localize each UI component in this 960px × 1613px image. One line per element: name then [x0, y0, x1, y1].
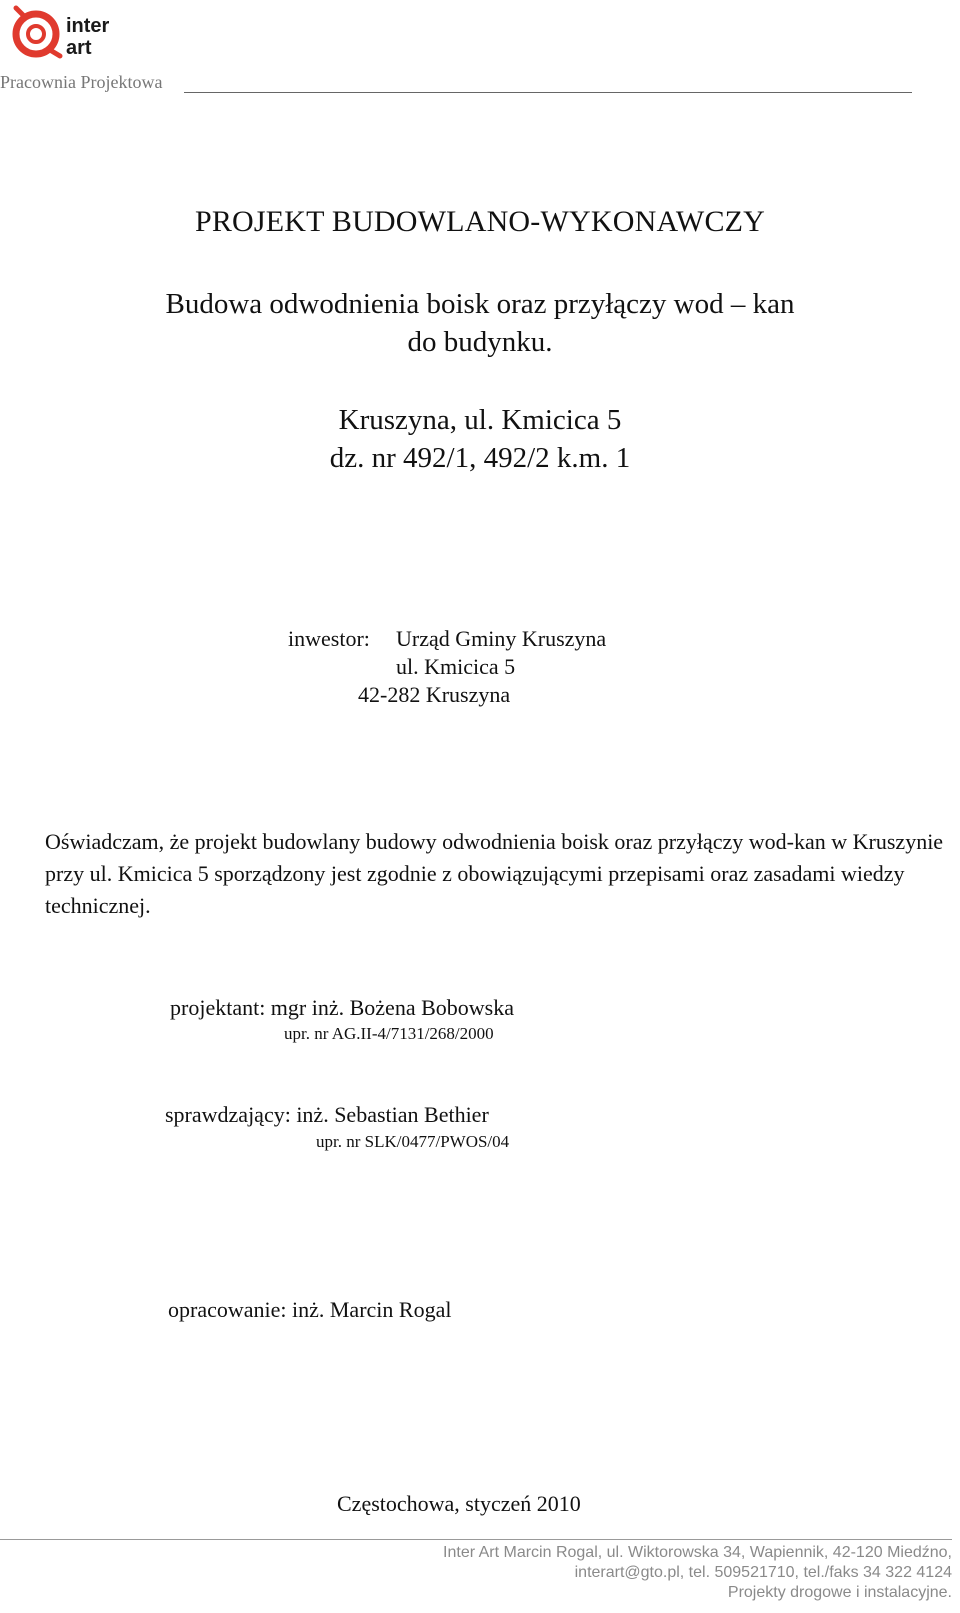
- footer-address: Inter Art Marcin Rogal, ul. Wiktorowska 34, Wapiennik, 42-120 Miedźno,: [443, 1544, 952, 1561]
- logo-mark-icon: [16, 8, 60, 56]
- investor-street: ul. Kmicica 5: [396, 654, 516, 679]
- investor-city: 42-282 Kruszyna: [358, 682, 511, 707]
- investor-label: inwestor:: [288, 626, 370, 651]
- logo-text-inter: inter: [66, 15, 110, 37]
- logo-text-art: art: [66, 37, 92, 59]
- prepared-by-line: opracowanie: inż. Marcin Rogal: [168, 1297, 452, 1322]
- declaration-paragraph: Oświadczam, że projekt budowlany budowy odwodnienia boisk oraz przyłączy wod-kan w Kruszynie przy ul. Kmicica 5 sporządzony jest zgodnie z obowiązującymi przepisami oraz zasadami wiedzy technicznej.: [45, 829, 944, 918]
- document-title: PROJEKT BUDOWLANO-WYKONAWCZY: [194, 205, 766, 238]
- location-line-2: dz. nr 492/1, 492/2 k.m. 1: [329, 442, 631, 474]
- designer-license: upr. nr AG.II-4/7131/268/2000: [284, 1024, 494, 1043]
- footer-divider: [0, 1539, 952, 1540]
- subject-line-1: Budowa odwodnienia boisk oraz przyłączy wod – kan: [165, 288, 795, 320]
- checker-license: upr. nr SLK/0477/PWOS/04: [316, 1132, 510, 1151]
- header-divider: [184, 92, 912, 93]
- footer-contact: interart@gto.pl, tel. 509521710, tel./faks 34 322 4124: [574, 1564, 952, 1581]
- investor-name: Urząd Gminy Kruszyna: [396, 626, 607, 651]
- studio-label: Pracownia Projektowa: [0, 72, 163, 92]
- footer-tagline: Projekty drogowe i instalacyjne.: [727, 1584, 952, 1601]
- subject-line-2: do budynku.: [407, 326, 553, 358]
- designer-line: projektant: mgr inż. Bożena Bobowska: [170, 995, 514, 1020]
- checker-line: sprawdzający: inż. Sebastian Bethier: [165, 1102, 489, 1127]
- location-line-1: Kruszyna, ul. Kmicica 5: [338, 404, 622, 436]
- place-and-date: Częstochowa, styczeń 2010: [337, 1491, 581, 1516]
- inter-art-logo: [10, 4, 140, 64]
